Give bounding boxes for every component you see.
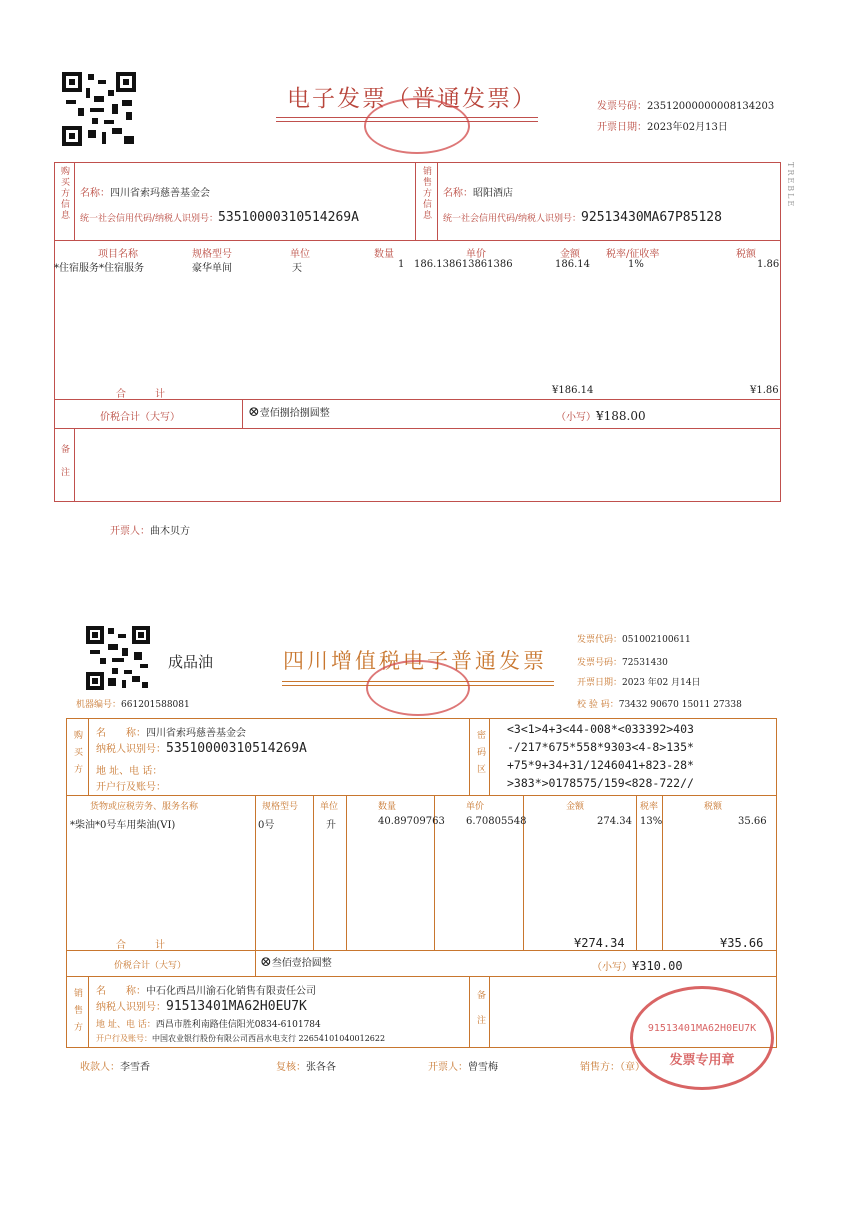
item-unit: 天: [292, 263, 302, 274]
payee-label: 收款人：: [80, 1062, 120, 1073]
grand-small-label: （小写）: [592, 962, 632, 973]
col-header-spec: 规格型号: [192, 249, 232, 260]
item-price: 186.138613861386: [414, 259, 513, 270]
buyer-tax-label: 纳税人识别号：: [96, 744, 166, 755]
issuer-label: 开票人：: [428, 1062, 468, 1073]
reviewer-label: 复核：: [276, 1062, 306, 1073]
cipher-line: >383*>0178575/159<828-722//: [507, 776, 694, 790]
col-header-spec: 规格型号: [262, 802, 299, 812]
total-amount: ¥274.34: [574, 936, 625, 950]
grand-total-label: 价税合计（大写）: [114, 961, 187, 971]
invoice-number: 72531430: [622, 658, 668, 668]
invoice-date: 2023年02月13日: [647, 122, 728, 133]
seller-label: 销售方信息: [421, 166, 431, 221]
invoice-code: 051002100611: [622, 635, 691, 645]
invoice-number-label: 发票号码：: [577, 658, 623, 668]
seller-address: 西昌市胜利南路佳信阳光0834-6101784: [155, 1020, 321, 1030]
col-header-rate: 税率/征收率: [606, 249, 660, 260]
seller-address-label: 地 址、电 话：: [96, 1020, 156, 1030]
grand-total-amount: ¥188.00: [596, 409, 646, 423]
item-name: *住宿服务*住宿服务: [54, 263, 144, 274]
item-unit: 升: [326, 820, 336, 831]
seller-tax-id: 91513401MA62H0EU7K: [166, 999, 307, 1014]
col-header-unit: 单位: [290, 249, 310, 260]
item-price: 6.70805548: [466, 816, 527, 827]
invoice-date: 2023 年02 月14日: [622, 678, 701, 688]
total-amount: ¥186.14: [552, 385, 594, 396]
issuer-name: 曲木贝方: [150, 526, 190, 537]
invoice-2-title: 四川增值税电子普通发票: [283, 649, 547, 673]
total-tax: ¥1.86: [750, 385, 779, 396]
invoice-number-label: 发票号码：: [597, 101, 647, 112]
seller-name-label: 名称：: [443, 188, 473, 199]
buyer-name: 四川省索玛慈善基金会: [146, 728, 246, 739]
seller-tax-label: 纳税人识别号：: [96, 1002, 166, 1013]
seller-sign-label: 销售方：（章）: [580, 1062, 645, 1073]
seal-tax-id: 91513401MA62H0EU7K: [647, 1023, 757, 1034]
cipher-line: <3<1>4+3<44-008*<033392>403: [507, 722, 694, 736]
buyer-name-label: 名称：: [80, 188, 110, 199]
invoice-code-label: 发票代码：: [577, 635, 623, 645]
total-label: 合 计: [116, 389, 168, 400]
grand-total-words: 叁佰壹拾圆整: [271, 958, 332, 969]
circle-x-icon: ⊗: [260, 954, 272, 970]
col-header-amount: 金额: [566, 802, 585, 812]
seller-bank-label: 开户行及账号：: [96, 1034, 152, 1043]
item-spec: 0号: [258, 820, 275, 831]
col-header-qty: 数量: [378, 802, 397, 812]
invoice-date-label: 开票日期：: [577, 678, 623, 688]
col-header-tax: 税额: [736, 249, 756, 260]
col-header-qty: 数量: [374, 249, 394, 260]
invoice-number: 23512000000008134203: [647, 101, 775, 112]
invoice-special-seal: [630, 986, 774, 1090]
payee-name: 李雪香: [120, 1062, 150, 1073]
invoice-1-title: 电子发票（普通发票）: [287, 86, 537, 112]
seller-label: 销售方: [72, 988, 82, 1039]
total-label: 合 计: [116, 940, 168, 951]
buyer-tax-id: 53510000310514269A: [218, 210, 359, 225]
col-header-name: 项目名称: [98, 249, 138, 260]
cipher-line: +75*9+34+31/1246041+823-28*: [507, 758, 694, 772]
item-qty: 40.89709763: [378, 816, 445, 827]
remark-label: 备注: [475, 990, 485, 1040]
product-type: 成品油: [168, 653, 214, 671]
grand-total-amount: ¥310.00: [632, 959, 683, 973]
machine-number: 661201588081: [121, 700, 190, 710]
item-amount: 186.14: [555, 259, 590, 270]
item-spec: 豪华单间: [192, 263, 232, 274]
grand-total-label: 价税合计（大写）: [100, 412, 180, 423]
buyer-label: 购买方信息: [59, 166, 69, 221]
seller-name: 中石化西昌川渝石化销售有限责任公司: [146, 986, 316, 997]
issuer-name: 曾雪梅: [468, 1062, 498, 1073]
reviewer-name: 张各各: [306, 1062, 336, 1073]
seal-text: 发票专用章: [669, 1053, 735, 1068]
buyer-label: 购买方: [72, 730, 82, 781]
cipher-label: 密码区: [475, 730, 485, 781]
col-header-amount: 金额: [560, 249, 580, 260]
tax-bureau-seal-2: [366, 660, 470, 716]
col-header-price: 单价: [466, 802, 485, 812]
buyer-tax-id: 53510000310514269A: [166, 741, 307, 756]
buyer-bank-label: 开户行及账号：: [96, 782, 166, 793]
side-mark: TREBLE: [786, 162, 795, 209]
item-tax: 35.66: [738, 816, 767, 827]
col-header-unit: 单位: [320, 802, 339, 812]
buyer-tax-label: 统一社会信用代码/纳税人识别号：: [80, 214, 219, 224]
item-tax: 1.86: [757, 259, 780, 270]
buyer-name: 四川省索玛慈善基金会: [110, 188, 210, 199]
cipher-line: -/217*675*558*9303<4-8>135*: [507, 740, 694, 754]
machine-number-label: 机器编号：: [76, 700, 122, 710]
grand-small-label: （小写）: [556, 412, 596, 423]
circle-x-icon: ⊗: [248, 404, 260, 420]
buyer-address-label: 地 址、电 话：: [96, 766, 163, 777]
col-header-tax: 税额: [704, 802, 723, 812]
col-header-price: 单价: [466, 249, 486, 260]
issuer-label: 开票人：: [110, 526, 150, 537]
seller-bank: 中国农业银行股份有限公司西昌水电支行 22654101040012622: [152, 1034, 386, 1043]
buyer-name-label: 名 称：: [96, 728, 146, 739]
col-header-rate: 税率: [640, 802, 659, 812]
item-qty: 1: [398, 259, 405, 270]
qr-code-icon: [86, 626, 150, 690]
tax-bureau-seal-1: [364, 98, 470, 154]
item-name: *柴油*0号车用柴油(VI): [70, 820, 176, 831]
item-amount: 274.34: [597, 816, 632, 827]
check-code: 73432 90670 15011 27338: [618, 700, 742, 710]
cipher-area: [507, 720, 694, 792]
item-rate: 13%: [640, 816, 663, 827]
seller-name: 昭阳酒店: [473, 188, 513, 199]
check-code-label: 校 验 码：: [577, 700, 619, 710]
total-tax: ¥35.66: [720, 936, 764, 950]
seller-name-label: 名 称：: [96, 986, 146, 997]
remark-label: 备注: [59, 444, 69, 490]
grand-total-words: 壹佰捌拾捌圆整: [259, 408, 330, 419]
qr-code-icon: [62, 72, 136, 146]
item-rate: 1%: [628, 259, 644, 270]
col-header-name: 货物或应税劳务、服务名称: [90, 802, 199, 812]
invoice-date-label: 开票日期：: [597, 122, 647, 133]
seller-tax-id: 92513430MA67P85128: [581, 210, 722, 225]
seller-tax-label: 统一社会信用代码/纳税人识别号：: [443, 214, 582, 224]
